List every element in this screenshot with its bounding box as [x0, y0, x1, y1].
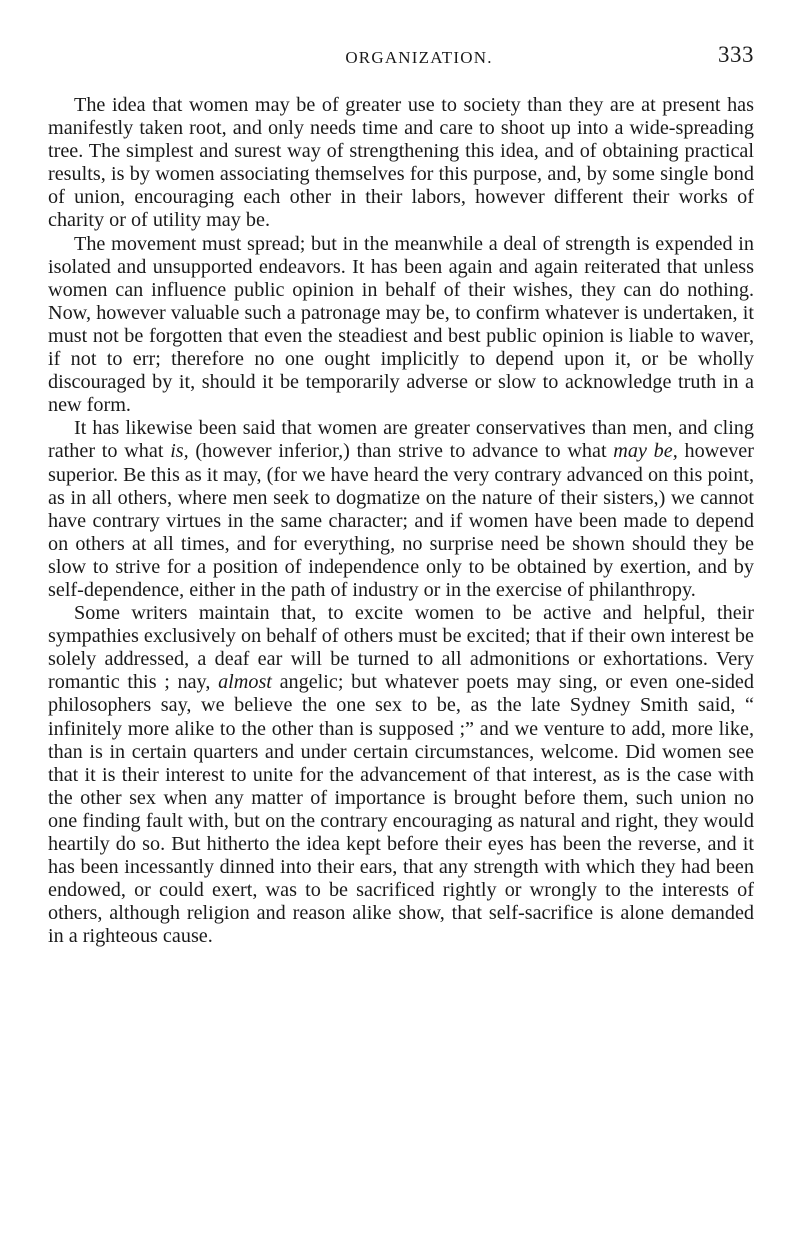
page-number: 333	[718, 42, 754, 67]
running-head	[48, 38, 754, 72]
paragraph-3-italic-is: is,	[170, 440, 189, 463]
running-title: ORGANIZATION.	[345, 48, 493, 67]
paragraph-4-text-a: Some writers maintain that, to excite women to be active and helpful, their sympathies exclusively on behalf of others must be excited; that if their own interest be solely addressed, a deaf ear will be turned to all admonitions or exhortations. Very romantic this ; nay,	[48, 602, 754, 694]
paragraph-1-text: The idea that women may be of greater use to society than they are at present has manifestly taken root, and only needs time and care to shoot up into a wide-spreading tree. The simplest and surest way of strengthening this idea, and of obtaining practical results, is by women associating themselves for this purpose, and, by some single bond of union, encouraging each other in their labors, however different their works of charity or of utility may be.	[48, 94, 754, 232]
paragraph-1	[48, 94, 754, 233]
paragraph-4	[48, 602, 754, 948]
paragraph-3-text-a: It has likewise been said that women are greater conservatives than men, and cling rather to what	[48, 417, 754, 463]
body-text	[48, 94, 754, 948]
paragraph-3-text-c: however superior. Be this as it may, (for we have heard the very contrary advanced on this point, as in all others, where men seek to dogmatize on the nature of their sisters,) we cannot have contrary virtues in the same character; and if women have been made to depend on others at all times, and for everything, no surprise need be shown should they be slow to strive for a position of independence only to be obtained by exertion, and by self-dependence, either in the path of industry or in the exercise of philanthropy.	[48, 440, 754, 601]
paragraph-3	[48, 417, 754, 602]
paragraph-2	[48, 233, 754, 418]
paragraph-4-text-b: angelic; but whatever poets may sing, or even one-sided philosophers say, we believe the one sex to be, as the late Sydney Smith said, “ infinitely more alike to the other than is supposed ;” and we venture to add, more like, than is in certain quarters and under certain circumstances, welcome. Did women see that it is their interest to unite for the advancement of that interest, as is the case with the other sex when any matter of importance is brought before them, such union no one finding fault with, but on the contrary encouraging as natural and right, they would heartily do so. But hitherto the idea kept before their eyes has been the reverse, and it has been incessantly dinned into their ears, that any strength with which they had been endowed, or could exert, was to be sacrificed rightly or wrongly to the interests of others, although religion and reason alike show, that self-sacrifice is alone demanded in a righteous cause.	[48, 671, 754, 948]
paragraph-2-text: The movement must spread; but in the meanwhile a deal of strength is expended in isolated and unsupported endeavors. It has been again and again reiterated that unless women can influence public opinion in behalf of their wishes, they can do nothing. Now, however valuable such a patronage may be, to confirm whatever is undertaken, it must not be forgotten that even the steadiest and best public opinion is liable to waver, if not to err; therefore no one ought implicitly to depend upon it, or be wholly discouraged by it, should it be temporarily adverse or slow to acknowledge truth in a new form.	[48, 232, 754, 417]
paragraph-4-italic-almost: almost	[218, 671, 272, 694]
paragraph-3-italic-may-be: may be,	[613, 440, 678, 463]
paragraph-3-text-b: (however inferior,) than strive to advance to what	[188, 440, 614, 463]
book-page	[48, 38, 754, 948]
